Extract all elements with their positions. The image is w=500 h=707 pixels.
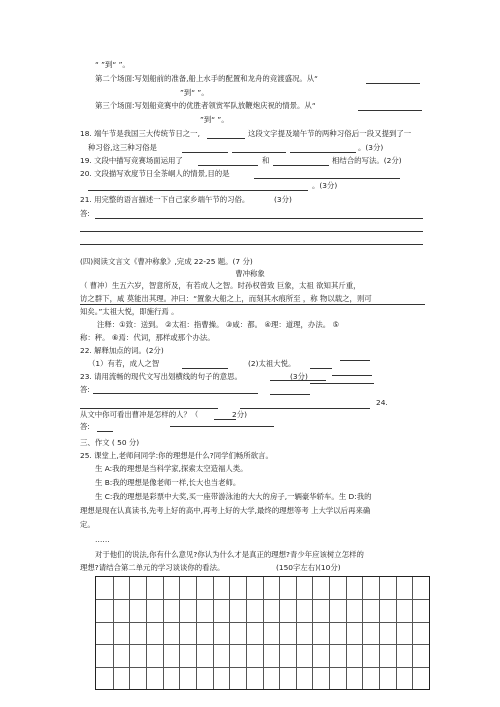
answer-blank[interactable] (182, 368, 228, 369)
passage-title: 曹冲称象 (235, 269, 265, 278)
scene-3-end: ”到“ ”。 (200, 115, 229, 124)
grid-column-line (396, 577, 397, 689)
q18-text-a: 18. 端午节是我国三大传统节日之一, (80, 129, 200, 138)
answer-line[interactable] (240, 408, 370, 409)
student-c-line-3: 定。 (80, 520, 95, 529)
grid-row-line (96, 644, 429, 645)
student-c-line-2: 理想是现在认真读书,先考上好的高中,再考上好的大学,最终的理想等考 上大学以后再来确 (80, 506, 371, 515)
scene-3-line: 第三个场面:写划船竞赛中的优胜者领赏军队放鞭炮庆祝的情景。从“ (95, 101, 316, 110)
sec4-heading: (四)阅读文言文《曹冲称象》,完成 22-25 题。(7 分) (80, 257, 253, 266)
answer-blank[interactable] (358, 110, 422, 111)
scene-1-line: “ ”到“ ”。 (95, 60, 130, 69)
answer-blank[interactable] (88, 190, 308, 191)
grid-column-line (296, 577, 297, 689)
grid-column-line (113, 577, 114, 689)
answer-blank[interactable] (214, 419, 236, 420)
grid-column-line (246, 577, 247, 689)
q23-text: 23. 请用流畅的现代文写出划横线的句子的意思。 (80, 372, 242, 381)
answer-blank[interactable] (198, 165, 258, 166)
answer-line[interactable] (95, 218, 423, 219)
q18-text-c: 后一段又提到了一 (352, 129, 412, 138)
answer-blank[interactable] (310, 383, 374, 384)
q22-item-1: （1）有若，成人之智 (88, 359, 160, 368)
writing-grid[interactable] (95, 576, 430, 690)
grid-column-line (362, 577, 363, 689)
q20-points: 。(3分) (312, 181, 338, 190)
q24-points: 2分) (232, 410, 247, 419)
task-points: (150字左右)(10分) (276, 563, 341, 572)
passage-line-1: （ 曹冲）生五六岁，智意所及，有若成人之智。时孙权曾致 巨象，太祖 欲知其斤重， (80, 281, 361, 290)
notes-line-2: 称：秤。 ⑥焉：代词，那样或那个办法。 (80, 333, 215, 342)
answer-blank[interactable] (254, 178, 400, 179)
q18-text-b: 这段文字提及端午节的两种习俗, (248, 129, 354, 138)
answer-blank[interactable] (366, 83, 420, 84)
grid-column-line (379, 577, 380, 689)
answer-blank[interactable] (97, 431, 113, 432)
grid-column-line (229, 577, 230, 689)
grid-row-line (96, 599, 429, 600)
q19-text-b: 和 (262, 156, 270, 165)
answer-blank[interactable] (207, 138, 245, 139)
q24-answer-label: 答: (80, 422, 90, 431)
grid-column-line (263, 577, 264, 689)
underlined-sentence (80, 304, 425, 305)
answer-line[interactable] (80, 244, 423, 245)
answer-blank[interactable] (290, 152, 356, 153)
notes-line-1: 注释：①致：送到。 ②太祖：指曹操。 ③咸：都。 ④理：道理，办法。 ⑤ (97, 320, 340, 329)
task-line-1: 对于他们的说法,你有什么意见?你认为什么才是真正的理想?青少年应该树立怎样的 (95, 550, 364, 559)
answer-line[interactable] (93, 393, 258, 394)
q24-text: 从文中你可看出曹冲是怎样的人？（ (80, 410, 199, 419)
q20-text-a: 20. 文段描写欢度节日全茶峒人的情景,目的是 (80, 169, 230, 178)
q23-answer-label: 答: (80, 385, 90, 394)
grid-column-line (146, 577, 147, 689)
grid-column-line (346, 577, 347, 689)
answer-blank[interactable] (340, 360, 370, 361)
q19-text-a: 19. 文段中描写竞赛场面运用了 (80, 156, 183, 165)
task-line-2: 理想?请结合第二单元的学习谈谈你的看法。 (80, 563, 225, 572)
q19-text-c: 相结合的写法。(2分) (332, 156, 402, 165)
grid-column-line (129, 577, 130, 689)
ellipsis: …… (95, 535, 110, 544)
answer-blank[interactable] (273, 165, 329, 166)
student-c-line-1: 生 C:我的理想是彩票中大奖,买一座带游泳池的大大的房子,一辆豪华轿车。生 D:我的 (95, 492, 372, 501)
grid-column-line (329, 577, 330, 689)
answer-blank[interactable] (232, 152, 286, 153)
answer-line[interactable] (80, 231, 423, 232)
q18-points: 。(3分) (358, 143, 384, 152)
passage-line-2: 访之群下，咸 莫能出其理。冲曰：“置象大船之上，而刻其水痕所至 ，称 物以载之，则可 (80, 294, 372, 303)
answer-blank[interactable] (270, 380, 326, 381)
grid-row-line (96, 667, 429, 668)
grid-column-line (412, 577, 413, 689)
q22-text: 22. 解释加点的词。(2分) (80, 346, 164, 355)
grid-row-line (96, 622, 429, 623)
grid-column-line (213, 577, 214, 689)
passage-line-3: 知矣。”太祖大悦，即施行焉 。 (80, 307, 179, 316)
answer-blank[interactable] (182, 152, 228, 153)
composition-prompt: 25. 课堂上,老师问同学:你的理想是什么?同学们畅所欲言。 (80, 451, 273, 460)
answer-blank[interactable] (310, 368, 332, 369)
q21-answer-label: 答: (80, 209, 90, 218)
grid-column-line (179, 577, 180, 689)
answer-blank[interactable] (332, 375, 372, 376)
q21-text: 21. 用完整的语言描述一下自己家乡端午节的习俗。 (80, 195, 250, 204)
answer-line[interactable] (80, 408, 218, 409)
grid-column-line (163, 577, 164, 689)
grid-column-line (279, 577, 280, 689)
answer-line[interactable] (170, 426, 274, 427)
composition-heading: 三、作文 ( 50 分) (80, 438, 140, 447)
scene-2-end: ”到“ ”。 (180, 88, 209, 97)
answer-blank[interactable] (270, 394, 310, 395)
scene-2-line: 第二个场面:写划船前的准备,船上水手的配置和龙舟的竞渡盛况。从“ (95, 74, 318, 83)
q22-item-2: (2)太祖大悦。 (248, 359, 296, 368)
grid-column-line (196, 577, 197, 689)
grid-column-line (312, 577, 313, 689)
student-a: 生 A:我的理想是当科学家,探索太空造福人类。 (95, 464, 248, 473)
q18-text-d: 种习俗,这三种习俗是 (88, 143, 157, 152)
q21-points: (3分) (274, 195, 292, 204)
student-b: 生 B:我的理想是像老师一样,长大也当老师。 (95, 478, 241, 487)
q24-number: 24. (376, 398, 388, 407)
q23-points: (3分) (290, 372, 308, 381)
